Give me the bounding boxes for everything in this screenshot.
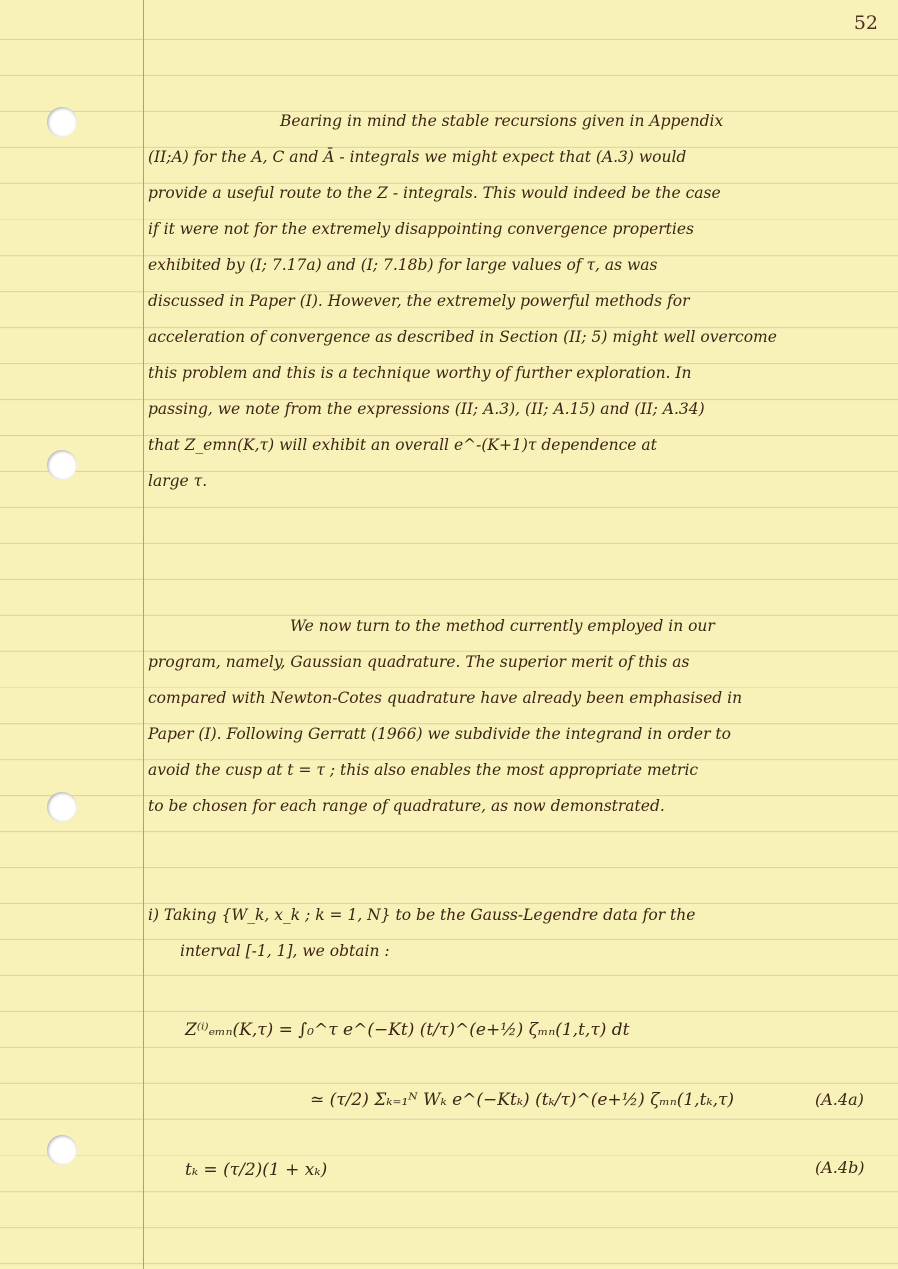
paragraph2-line: to be chosen for each range of quadrature, as now demonstrated. bbox=[148, 797, 665, 815]
item1-line: i) Taking {W_k, x_k ; k = 1, N} to be the Gauss-Legendre data for the bbox=[148, 906, 696, 924]
paragraph2-line: compared with Newton-Cotes quadrature have already been emphasised in bbox=[148, 689, 743, 707]
margin-line bbox=[143, 0, 144, 1269]
binder-hole bbox=[47, 792, 77, 822]
paragraph2-line: Paper (I). Following Gerratt (1966) we subdivide the integrand in order to bbox=[148, 725, 731, 743]
paragraph1-line: passing, we note from the expressions (II; A.3), (II; A.15) and (II; A.34) bbox=[148, 400, 705, 418]
paragraph1-line: if it were not for the extremely disappointing convergence properties bbox=[148, 220, 694, 238]
binder-hole bbox=[47, 450, 77, 480]
paragraph1-line: large τ. bbox=[148, 472, 208, 490]
paragraph1-line: exhibited by (I; 7.17a) and (I; 7.18b) for large values of τ, as was bbox=[148, 256, 658, 274]
paragraph1-line: provide a useful route to the Z - integrals. This would indeed be the case bbox=[148, 184, 721, 202]
equation-tk: tₖ = (τ/2)(1 + xₖ) bbox=[185, 1160, 328, 1180]
paragraph1-line: acceleration of convergence as described in Section (II; 5) might well overcome bbox=[148, 328, 777, 346]
paragraph2-line: We now turn to the method currently employed in our bbox=[290, 617, 715, 635]
paragraph1-line: this problem and this is a technique worthy of further exploration. In bbox=[148, 364, 692, 382]
paragraph1-line: (II;A) for the A, C and Ā - integrals we might expect that (A.3) would bbox=[148, 148, 687, 166]
paragraph1-line: that Z_emn(K,τ) will exhibit an overall e^-(K+1)τ dependence at bbox=[148, 436, 657, 454]
equation-z-integral: Z⁽ⁱ⁾ₑₘₙ(K,τ) = ∫₀^τ e^(−Kt) (t/τ)^(e+½) ζₘₙ(1,t,τ) dt bbox=[185, 1020, 630, 1040]
equation-quadrature-sum: ≃ (τ/2) Σₖ₌₁ᴺ Wₖ e^(−Ktₖ) (tₖ/τ)^(e+½) ζₘₙ(1,tₖ,τ) bbox=[310, 1090, 735, 1110]
paragraph1-line: Bearing in mind the stable recursions given in Appendix bbox=[280, 112, 724, 130]
item1-line: interval [-1, 1], we obtain : bbox=[180, 942, 390, 960]
binder-hole bbox=[47, 107, 77, 137]
paragraph2-line: avoid the cusp at t = τ ; this also enables the most appropriate metric bbox=[148, 761, 699, 779]
equation-label-a4b: (A.4b) bbox=[815, 1158, 865, 1177]
paragraph2-line: program, namely, Gaussian quadrature. The superior merit of this as bbox=[148, 653, 690, 671]
paragraph1-line: discussed in Paper (I). However, the extremely powerful methods for bbox=[148, 292, 690, 310]
binder-hole bbox=[47, 1135, 77, 1165]
page-number: 52 bbox=[853, 12, 878, 34]
equation-label-a4a: (A.4a) bbox=[815, 1090, 864, 1109]
